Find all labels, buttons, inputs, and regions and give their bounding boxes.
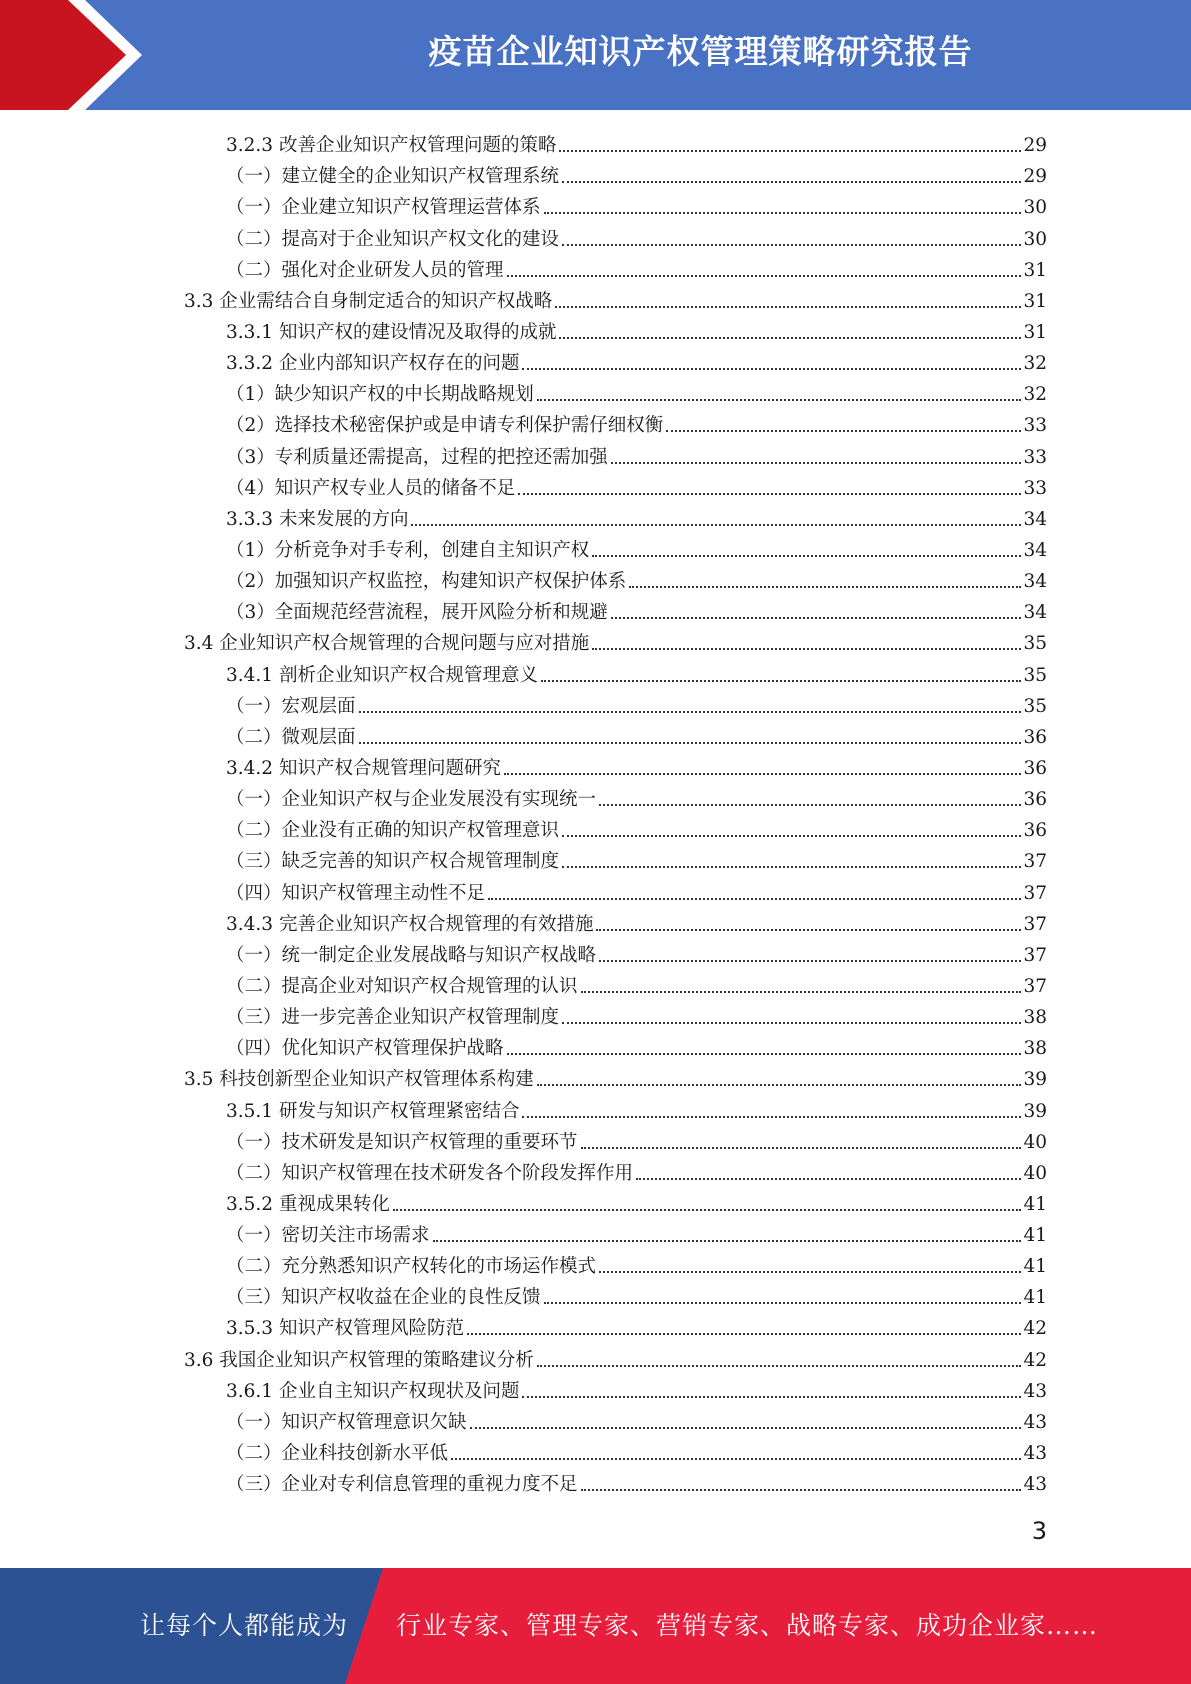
toc-dot-leader — [488, 898, 1021, 900]
toc-entry[interactable] — [0, 470, 1191, 501]
toc-dot-leader — [599, 804, 1021, 806]
toc-dot-leader — [451, 1458, 1021, 1460]
toc-entry-page: 34 — [1023, 539, 1047, 561]
toc-entry-title: （3）全面规范经营流程，展开风险分析和规避 — [226, 602, 608, 624]
toc-entry-title: （2）加强知识产权监控，构建知识产权保护体系 — [226, 571, 627, 593]
toc-entry-title: （4）知识产权专业人员的储备不足 — [226, 477, 516, 499]
toc-entry-title: 3.6 我国企业知识产权管理的策略建议分析 — [184, 1349, 534, 1371]
toc-entry[interactable] — [0, 1092, 1191, 1123]
toc-entry[interactable] — [0, 1310, 1191, 1341]
toc-entry-page: 37 — [1023, 975, 1047, 997]
toc-dot-leader — [537, 1365, 1022, 1367]
toc-entry-page: 35 — [1023, 695, 1047, 717]
toc-entry-title: （三）企业对专利信息管理的重视力度不足 — [226, 1474, 578, 1496]
toc-dot-leader — [559, 337, 1021, 339]
toc-entry[interactable] — [0, 438, 1191, 469]
toc-dot-leader — [636, 1178, 1021, 1180]
toc-entry-page: 43 — [1023, 1380, 1047, 1402]
toc-entry[interactable] — [0, 563, 1191, 594]
toc-entry-page: 32 — [1023, 353, 1047, 375]
toc-entry-title: 3.5 科技创新型企业知识产权管理体系构建 — [184, 1069, 534, 1091]
toc-entry-title: （一）宏观层面 — [226, 695, 356, 717]
toc-entry[interactable] — [0, 314, 1191, 345]
toc-entry-page: 36 — [1023, 757, 1047, 779]
toc-entry-title: （1）分析竞争对手专利，创建自主知识产权 — [226, 539, 590, 561]
toc-entry-title: （三）知识产权收益在企业的良性反馈 — [226, 1287, 541, 1309]
toc-entry-page: 36 — [1023, 789, 1047, 811]
toc-entry-page: 41 — [1023, 1256, 1047, 1278]
toc-entry-page: 37 — [1023, 913, 1047, 935]
toc-dot-leader — [433, 1240, 1022, 1242]
toc-entry[interactable] — [0, 625, 1191, 656]
toc-dot-leader — [592, 555, 1021, 557]
toc-entry-title: 3.5.2 重视成果转化 — [226, 1193, 390, 1215]
toc-dot-leader — [522, 1396, 1021, 1398]
toc-entry[interactable] — [0, 1435, 1191, 1466]
toc-entry[interactable] — [0, 1248, 1191, 1279]
toc-entry[interactable] — [0, 189, 1191, 220]
toc-dot-leader — [507, 1053, 1022, 1055]
toc-entry-title: （3）专利质量还需提高，过程的把控还需加强 — [226, 446, 608, 468]
toc-entry-title: 3.3 企业需结合自身制定适合的知识产权战略 — [184, 290, 553, 312]
toc-entry[interactable] — [0, 1186, 1191, 1217]
toc-entry-page: 39 — [1023, 1100, 1047, 1122]
toc-entry-page: 34 — [1023, 508, 1047, 530]
toc-entry-page: 29 — [1023, 135, 1047, 157]
page-footer — [0, 1568, 1191, 1684]
toc-entry-page: 41 — [1023, 1287, 1047, 1309]
toc-entry-page: 30 — [1023, 228, 1047, 250]
toc-entry-title: （四）优化知识产权管理保护战略 — [226, 1038, 504, 1060]
toc-entry-page: 32 — [1023, 384, 1047, 406]
toc-entry-title: （一）企业建立知识产权管理运营体系 — [226, 197, 541, 219]
toc-entry-title: （二）企业没有正确的知识产权管理意识 — [226, 820, 560, 842]
toc-entry[interactable] — [0, 1341, 1191, 1372]
toc-entry-page: 37 — [1023, 882, 1047, 904]
toc-entry[interactable] — [0, 1124, 1191, 1155]
toc-dot-leader — [596, 929, 1021, 931]
toc-dot-leader — [518, 493, 1021, 495]
toc-dot-leader — [522, 368, 1021, 370]
toc-entry[interactable] — [0, 407, 1191, 438]
footer-slogan-right: 行业专家、管理专家、营销专家、战略专家、成功企业家…… — [396, 1611, 1099, 1640]
toc-entry[interactable] — [0, 127, 1191, 158]
toc-entry-title: 3.3.2 企业内部知识产权存在的问题 — [226, 353, 520, 375]
toc-entry-title: 3.4 企业知识产权合规管理的合规问题与应对措施 — [184, 633, 590, 655]
toc-entry[interactable] — [0, 1279, 1191, 1310]
table-of-contents — [0, 127, 1191, 1497]
toc-entry-page: 34 — [1023, 571, 1047, 593]
toc-entry-title: 3.4.3 完善企业知识产权合规管理的有效措施 — [226, 913, 594, 935]
toc-entry[interactable] — [0, 345, 1191, 376]
toc-entry[interactable] — [0, 1217, 1191, 1248]
toc-dot-leader — [522, 1116, 1021, 1118]
toc-entry-title: （四）知识产权管理主动性不足 — [226, 882, 486, 904]
toc-entry[interactable] — [0, 283, 1191, 314]
toc-entry[interactable] — [0, 1466, 1191, 1497]
toc-dot-leader — [559, 150, 1021, 152]
toc-entry[interactable] — [0, 252, 1191, 283]
toc-dot-leader — [599, 1271, 1021, 1273]
toc-entry[interactable] — [0, 999, 1191, 1030]
toc-entry[interactable] — [0, 719, 1191, 750]
toc-entry-page: 42 — [1023, 1349, 1047, 1371]
toc-dot-leader — [581, 1147, 1022, 1149]
toc-entry-page: 36 — [1023, 820, 1047, 842]
toc-dot-leader — [555, 306, 1021, 308]
toc-dot-leader — [544, 212, 1022, 214]
toc-dot-leader — [611, 617, 1022, 619]
toc-entry-page: 35 — [1023, 664, 1047, 686]
toc-entry-title: 3.5.3 知识产权管理风险防范 — [226, 1318, 464, 1340]
toc-entry-title: （二）提高企业对知识产权合规管理的认识 — [226, 975, 578, 997]
toc-entry-title: （一）密切关注市场需求 — [226, 1225, 430, 1247]
header-chevron-decoration — [0, 0, 180, 110]
toc-dot-leader — [611, 462, 1022, 464]
toc-entry-page: 33 — [1023, 415, 1047, 437]
toc-entry[interactable] — [0, 1404, 1191, 1435]
toc-entry-title: 3.4.2 知识产权合规管理问题研究 — [226, 757, 501, 779]
toc-entry-page: 33 — [1023, 477, 1047, 499]
page-number: 3 — [1031, 1517, 1047, 1545]
toc-entry[interactable] — [0, 1030, 1191, 1061]
toc-dot-leader — [537, 1084, 1022, 1086]
toc-entry[interactable] — [0, 656, 1191, 687]
toc-entry-page: 43 — [1023, 1474, 1047, 1496]
toc-dot-leader — [592, 648, 1021, 650]
toc-entry[interactable] — [0, 1061, 1191, 1092]
document-title: 疫苗企业知识产权管理策略研究报告 — [428, 32, 973, 71]
toc-entry-page: 31 — [1023, 290, 1047, 312]
toc-dot-leader — [666, 430, 1021, 432]
toc-entry-page: 38 — [1023, 1038, 1047, 1060]
toc-entry[interactable] — [0, 781, 1191, 812]
toc-dot-leader — [411, 524, 1021, 526]
toc-dot-leader — [359, 711, 1022, 713]
toc-entry-title: （二）提高对于企业知识产权文化的建设 — [226, 228, 560, 250]
toc-entry[interactable] — [0, 843, 1191, 874]
toc-dot-leader — [541, 680, 1021, 682]
toc-entry-page: 37 — [1023, 851, 1047, 873]
toc-entry-page: 42 — [1023, 1318, 1047, 1340]
toc-entry-title: 3.3.3 未来发展的方向 — [226, 508, 409, 530]
toc-dot-leader — [581, 1489, 1022, 1491]
toc-entry-page: 33 — [1023, 446, 1047, 468]
toc-entry-title: （1）缺少知识产权的中长期战略规划 — [226, 384, 534, 406]
toc-entry-title: （三）进一步完善企业知识产权管理制度 — [226, 1007, 560, 1029]
toc-entry-title: 3.4.1 剖析企业知识产权合规管理意义 — [226, 664, 538, 686]
toc-entry-title: （二）充分熟悉知识产权转化的市场运作模式 — [226, 1256, 597, 1278]
toc-entry-title: 3.3.1 知识产权的建设情况及取得的成就 — [226, 321, 557, 343]
toc-entry-page: 34 — [1023, 602, 1047, 624]
toc-dot-leader — [467, 1333, 1021, 1335]
toc-dot-leader — [504, 773, 1021, 775]
toc-dot-leader — [562, 835, 1021, 837]
toc-dot-leader — [581, 991, 1022, 993]
toc-entry[interactable] — [0, 874, 1191, 905]
toc-entry-page: 31 — [1023, 321, 1047, 343]
toc-dot-leader — [537, 399, 1022, 401]
toc-entry-page: 41 — [1023, 1193, 1047, 1215]
toc-dot-leader — [393, 1209, 1021, 1211]
toc-dot-leader — [544, 1302, 1022, 1304]
toc-entry-page: 39 — [1023, 1069, 1047, 1091]
toc-dot-leader — [562, 181, 1021, 183]
toc-dot-leader — [359, 742, 1022, 744]
toc-entry[interactable] — [0, 906, 1191, 937]
toc-entry[interactable] — [0, 1155, 1191, 1186]
toc-entry-page: 38 — [1023, 1007, 1047, 1029]
toc-entry-page: 43 — [1023, 1443, 1047, 1465]
toc-entry[interactable] — [0, 1373, 1191, 1404]
toc-entry-page: 36 — [1023, 726, 1047, 748]
toc-entry-title: 3.5.1 研发与知识产权管理紧密结合 — [226, 1100, 520, 1122]
toc-entry-page: 40 — [1023, 1131, 1047, 1153]
toc-entry-title: （一）知识产权管理意识欠缺 — [226, 1411, 467, 1433]
toc-entry[interactable] — [0, 812, 1191, 843]
toc-entry-page: 41 — [1023, 1225, 1047, 1247]
toc-entry[interactable] — [0, 220, 1191, 251]
toc-entry[interactable] — [0, 158, 1191, 189]
toc-entry-title: （二）微观层面 — [226, 726, 356, 748]
toc-entry[interactable] — [0, 750, 1191, 781]
toc-entry-page: 31 — [1023, 259, 1047, 281]
toc-entry-page: 29 — [1023, 166, 1047, 188]
toc-dot-leader — [507, 275, 1022, 277]
toc-entry-title: （一）建立健全的企业知识产权管理系统 — [226, 166, 560, 188]
toc-dot-leader — [562, 1022, 1021, 1024]
toc-entry-title: （一）企业知识产权与企业发展没有实现统一 — [226, 789, 597, 811]
toc-entry[interactable] — [0, 594, 1191, 625]
toc-entry-title: （一）技术研发是知识产权管理的重要环节 — [226, 1131, 578, 1153]
toc-entry-page: 43 — [1023, 1411, 1047, 1433]
toc-entry-title: （二）企业科技创新水平低 — [226, 1443, 449, 1465]
toc-dot-leader — [562, 866, 1021, 868]
toc-entry[interactable] — [0, 376, 1191, 407]
toc-entry[interactable] — [0, 501, 1191, 532]
toc-entry[interactable] — [0, 968, 1191, 999]
toc-dot-leader — [562, 244, 1021, 246]
toc-dot-leader — [470, 1427, 1022, 1429]
toc-entry-title: （二）知识产权管理在技术研发各个阶段发挥作用 — [226, 1162, 634, 1184]
toc-entry-page: 37 — [1023, 944, 1047, 966]
footer-slogan-left: 让每个人都能成为 — [140, 1611, 349, 1640]
toc-entry-title: （三）缺乏完善的知识产权合规管理制度 — [226, 851, 560, 873]
toc-entry-title: （一）统一制定企业发展战略与知识产权战略 — [226, 944, 597, 966]
toc-dot-leader — [599, 960, 1021, 962]
toc-entry-title: （2）选择技术秘密保护或是申请专利保护需仔细权衡 — [226, 415, 664, 437]
toc-entry-page: 30 — [1023, 197, 1047, 219]
toc-dot-leader — [629, 586, 1021, 588]
toc-entry-title: 3.2.3 改善企业知识产权管理问题的策略 — [226, 135, 557, 157]
toc-entry-page: 35 — [1023, 633, 1047, 655]
toc-entry-title: （二）强化对企业研发人员的管理 — [226, 259, 504, 281]
toc-entry[interactable] — [0, 532, 1191, 563]
page-header — [0, 0, 1191, 110]
toc-entry-title: 3.6.1 企业自主知识产权现状及问题 — [226, 1380, 520, 1402]
toc-entry-page: 40 — [1023, 1162, 1047, 1184]
toc-entry[interactable] — [0, 688, 1191, 719]
toc-entry[interactable] — [0, 937, 1191, 968]
